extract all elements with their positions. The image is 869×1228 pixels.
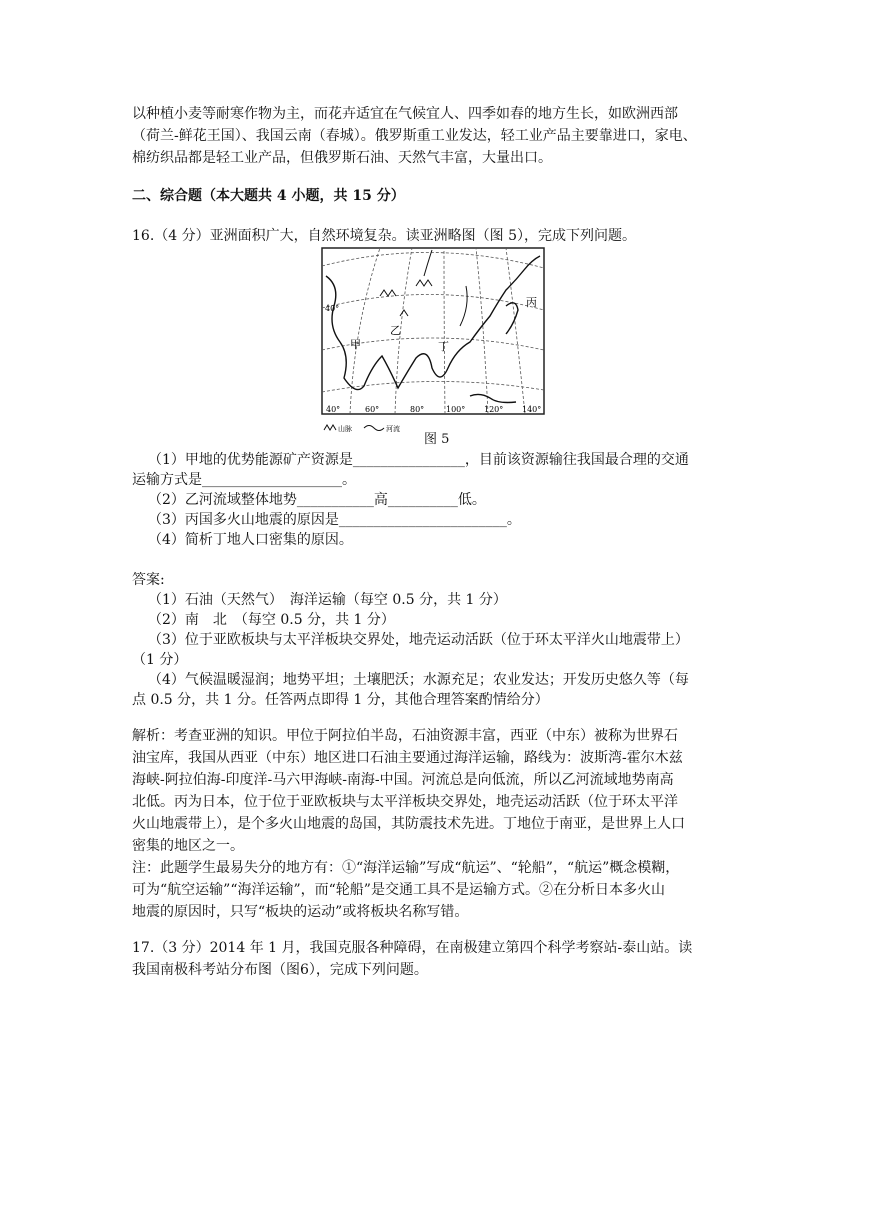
legend-river-label: 河流 bbox=[386, 425, 400, 433]
section-title: 二、综合题（本大题共 4 小题，共 15 分） bbox=[132, 188, 405, 204]
analysis-line: 密集的地区之一。 bbox=[132, 838, 244, 854]
place-label-yi: 乙 bbox=[390, 324, 401, 337]
answer-label: 答案: bbox=[132, 572, 165, 588]
asia-map-figure bbox=[320, 246, 548, 438]
question-16-stem: 16.（4 分）亚洲面积广大，自然环境复杂。读亚洲略图（图 5），完成下列问题。 bbox=[132, 228, 636, 244]
subquestion-line: （1）甲地的优势能源矿产资源是________________，目前该资源输往我国最合理的交通 bbox=[148, 452, 689, 468]
longitude-label: 100° bbox=[446, 405, 466, 414]
answer-line: （1）石油（天然气） 海洋运输（每空 0.5 分，共 1 分） bbox=[148, 592, 507, 608]
analysis-line: 油宝库，我国从西亚（中东）地区进口石油主要通过海洋运输，路线为：波斯湾-霍尔木兹 bbox=[132, 750, 683, 766]
place-label-ding: 丁 bbox=[438, 340, 449, 353]
subquestion-line: （4）简析丁地人口密集的原因。 bbox=[148, 532, 353, 548]
answer-line: 点 0.5 分，共 1 分。任答两点即得 1 分，其他合理答案酌情给分） bbox=[132, 692, 549, 708]
answer-line: （4）气候温暖湿润；地势平坦；土壤肥沃；水源充足；农业发达；开发历史悠久等（每 bbox=[148, 672, 689, 688]
place-label-bing: 丙 bbox=[526, 296, 537, 309]
question-17-line: 17.（3 分）2014 年 1 月，我国克服各种障碍，在南极建立第四个科学考察站-泰山站。读 bbox=[132, 940, 693, 956]
subquestion-line: 运输方式是____________________。 bbox=[132, 472, 356, 488]
analysis-line: 北低。丙为日本，位于位于亚欧板块与太平洋板块交界处，地壳运动活跃（位于环太平洋 bbox=[132, 794, 678, 810]
intro-line: （荷兰-鲜花王国）、我国云南（春城）。俄罗斯重工业发达，轻工业产品主要靠进口，家电、 bbox=[132, 128, 697, 144]
subquestion-line: （3）丙国多火山地震的原因是________________________。 bbox=[148, 512, 521, 528]
river-legend-icon bbox=[364, 426, 384, 431]
longitude-label: 60° bbox=[365, 405, 380, 414]
longitude-label: 120° bbox=[484, 405, 504, 414]
analysis-line: 火山地震带上），是个多火山地震的岛国，其防震技术先进。丁地位于南亚，是世界上人口 bbox=[132, 816, 685, 832]
legend-mountain-label: 山脉 bbox=[338, 425, 352, 433]
intro-line: 以种植小麦等耐寒作物为主，而花卉适宜在气候宜人、四季如春的地方生长，如欧洲西部 bbox=[132, 106, 678, 122]
latitude-label: 40° bbox=[325, 304, 340, 313]
map-legend bbox=[324, 424, 400, 433]
mountain-legend-icon bbox=[324, 425, 336, 430]
longitude-label: 80° bbox=[410, 405, 425, 414]
analysis-note-line: 可为“航空运输”“海洋运输”，而“轮船”是交通工具不是运输方式。②在分析日本多火山 bbox=[132, 882, 665, 898]
place-label-jia: 甲 bbox=[350, 338, 361, 351]
longitude-label: 40° bbox=[326, 405, 341, 414]
longitude-label: 140° bbox=[522, 405, 542, 414]
analysis-line: 海峡-阿拉伯海-印度洋-马六甲海峡-南海-中国。河流总是向低流，所以乙河流域地势南高 bbox=[132, 772, 674, 788]
figure-caption: 图 5 bbox=[424, 432, 450, 447]
subquestion-line: （2）乙河流域整体地势___________高__________低。 bbox=[148, 492, 486, 508]
answer-line: （3）位于亚欧板块与太平洋板块交界处，地壳运动活跃（位于环太平洋火山地震带上） bbox=[148, 632, 689, 648]
analysis-line: 解析：考查亚洲的知识。甲位于阿拉伯半岛，石油资源丰富，西亚（中东）被称为世界石 bbox=[132, 728, 678, 744]
analysis-note-line: 地震的原因时，只写“板块的运动”或将板块名称写错。 bbox=[132, 904, 469, 920]
intro-line: 棉纺织品都是轻工业产品，但俄罗斯石油、天然气丰富，大量出口。 bbox=[132, 150, 552, 166]
question-17-line: 我国南极科考站分布图（图6），完成下列问题。 bbox=[132, 962, 428, 978]
answer-line: （1 分） bbox=[132, 652, 188, 668]
analysis-note-line: 注：此题学生最易失分的地方有：①“海洋运输”写成“航运”、“轮船”，“航运”概念模糊， bbox=[132, 860, 680, 876]
answer-line: （2）南 北 （每空 0.5 分，共 1 分） bbox=[148, 612, 395, 628]
